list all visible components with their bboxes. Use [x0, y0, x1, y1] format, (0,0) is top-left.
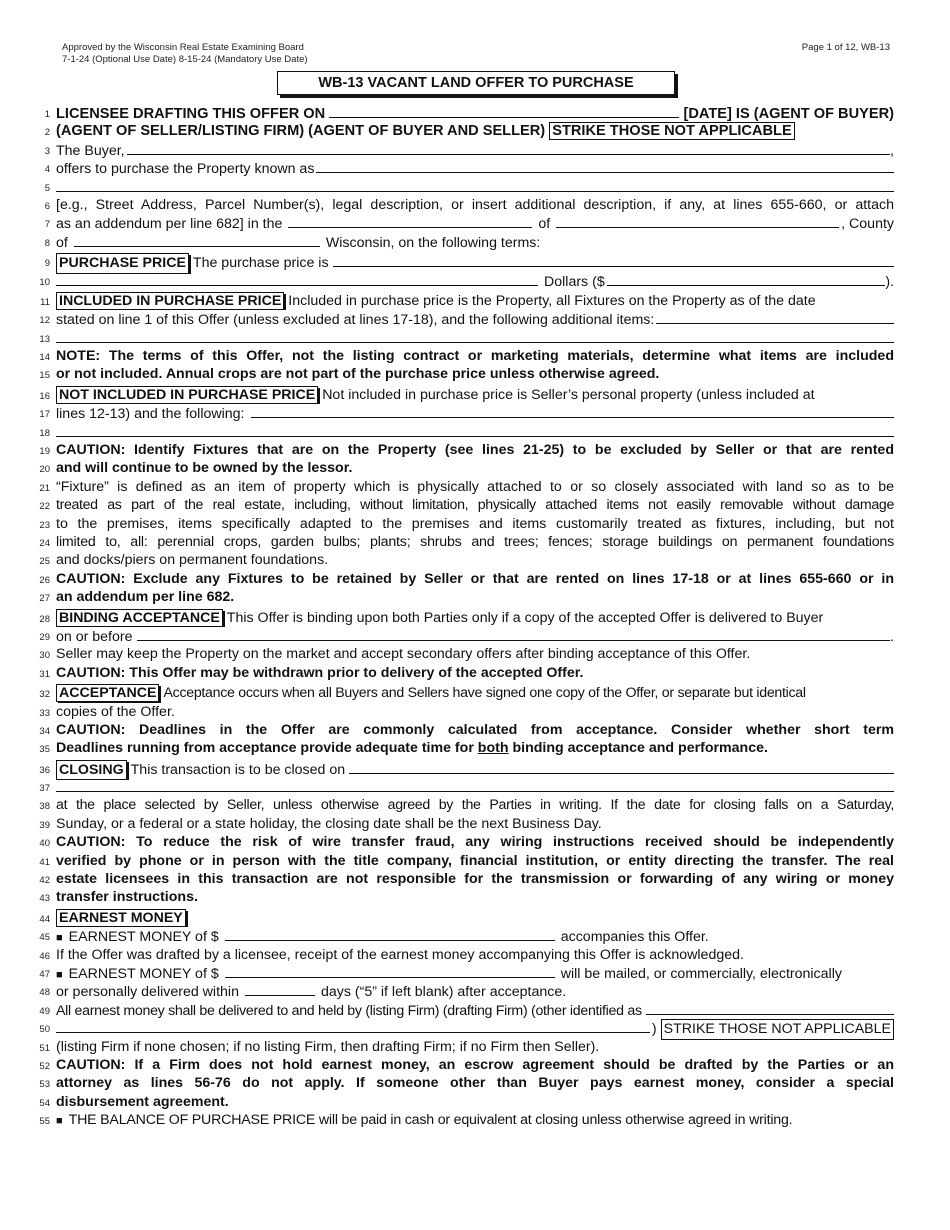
strike-not-applicable-box: STRIKE THOSE NOT APPLICABLE	[549, 122, 794, 140]
form-line-22: 22 treated as part of the real estate, including, without limitation, physically attached items not easily removable without damage	[39, 497, 894, 514]
bullet-icon: ■	[56, 1115, 63, 1128]
form-line-43: 43 transfer instructions.	[39, 889, 198, 906]
form-line-25: 25 and docks/piers on permanent foundations.	[39, 552, 329, 569]
form-line-18: 18	[0, 423, 950, 441]
form-line-38: 38 at the place selected by Seller, unless otherwise agreed by the Parties in writing. If the date for closing falls on a Saturday,	[39, 797, 894, 814]
purchase-price-words-cont-field[interactable]	[56, 272, 538, 286]
form-line-52: 52 CAUTION: If a Firm does not hold earnest money, an escrow agreement should be drafted by the Parties or an	[39, 1056, 894, 1073]
form-line-23: 23 to the premises, items specifically adapted to the premises and items customarily treated as fixtures, including, but not	[39, 515, 894, 532]
form-line-45: 45 ■ EARNEST MONEY of $ accompanies this Offer.	[0, 927, 950, 945]
municipality-name-field[interactable]	[556, 214, 839, 228]
form-line-8: 8 of Wisconsin, on the following terms:	[44, 234, 541, 251]
form-line-33: 33 copies of the Offer.	[39, 703, 175, 720]
form-line-6: 6 [e.g., Street Address, Parcel Number(s), legal description, or insert additional description, if any, at lines 655-660, or attach	[44, 196, 894, 213]
form-line-2: 2 (AGENT OF SELLER/LISTING FIRM) (AGENT OF BUYER AND SELLER) STRIKE THOSE NOT APPLICABLE	[0, 122, 950, 140]
buyer-name-field[interactable]	[127, 141, 890, 155]
form-line-50: 50 ) STRIKE THOSE NOT APPLICABLE	[0, 1019, 950, 1037]
page-number: Page 1 of 12, WB-13	[801, 42, 890, 53]
delivery-days-field[interactable]	[245, 982, 315, 996]
form-line-44: 44 EARNEST MONEY	[0, 909, 950, 927]
form-line-17: 17 lines 12-13) and the following:	[0, 404, 950, 422]
approval-text: Approved by the Wisconsin Real Estate Examining Board	[62, 42, 304, 53]
earnest-money-delivered-field[interactable]	[225, 964, 555, 978]
excluded-items-field[interactable]	[251, 404, 895, 418]
form-line-35: 35 Deadlines running from acceptance provide adequate time for both binding acceptance and performance.	[39, 740, 768, 757]
additional-items-cont-field[interactable]	[56, 329, 894, 343]
bullet-icon: ■	[56, 968, 63, 981]
municipality-field[interactable]	[288, 214, 532, 228]
earnest-money-holder-field[interactable]	[646, 1001, 894, 1015]
form-line-20: 20 and will continue to be owned by the lessor.	[39, 460, 353, 477]
binding-acceptance-deadline-field[interactable]	[137, 627, 891, 641]
purchase-price-words-field[interactable]	[333, 253, 894, 267]
section-acceptance: ACCEPTANCE	[56, 684, 159, 702]
purchase-price-amount-field[interactable]	[607, 272, 886, 286]
earnest-money-holder-cont-field[interactable]	[56, 1019, 650, 1033]
form-line-9: 9 PURCHASE PRICE The purchase price is	[0, 253, 950, 271]
form-line-26: 26 CAUTION: Exclude any Fixtures to be retained by Seller or that are rented on lines 17-18 or at lines 655-660 or in	[39, 570, 894, 587]
strike-not-applicable-box: STRIKE THOSE NOT APPLICABLE	[661, 1019, 894, 1039]
drafting-date-field[interactable]	[329, 104, 679, 118]
form-line-4: 4 offers to purchase the Property known as	[0, 159, 950, 177]
form-line-27: 27 an addendum per line 682.	[39, 589, 235, 606]
excluded-items-cont-field[interactable]	[56, 423, 894, 437]
form-line-1: 1 LICENSEE DRAFTING THIS OFFER ON [DATE] IS (AGENT OF BUYER)	[44, 106, 894, 122]
form-line-48: 48 or personally delivered within days (“5” if left blank) after acceptance.	[39, 984, 567, 1001]
property-description-field[interactable]	[56, 178, 894, 192]
form-line-12: 12 stated on line 1 of this Offer (unless excluded at lines 17-18), and the following additional items:	[0, 310, 950, 328]
form-line-16: 16 NOT INCLUDED IN PURCHASE PRICE Not included in purchase price is Seller’s personal property (unless included at	[39, 386, 815, 403]
form-line-10: 10 Dollars ($ ).	[39, 273, 894, 290]
section-not-included: NOT INCLUDED IN PURCHASE PRICE	[56, 386, 318, 404]
form-line-30: 30 Seller may keep the Property on the market and accept secondary offers after binding acceptance of this Offer.	[39, 646, 751, 663]
form-line-14: 14 NOTE: The terms of this Offer, not the listing contract or marketing materials, determine what items are included	[39, 348, 894, 365]
form-line-28: 28 BINDING ACCEPTANCE This Offer is binding upon both Parties only if a copy of the accepted Offer is delivered to Buyer	[39, 609, 824, 626]
use-dates: 7-1-24 (Optional Use Date) 8-15-24 (Mandatory Use Date)	[62, 54, 308, 65]
form-line-7: 7 as an addendum per line 682] in the of , County	[44, 216, 894, 233]
form-line-47: 47 ■ EARNEST MONEY of $ will be mailed, or commercially, electronically	[0, 964, 950, 982]
form-line-53: 53 attorney as lines 56-76 do not apply. If someone other than Buyer pays earnest money, consider a special	[39, 1075, 894, 1092]
earnest-money-accompanies-field[interactable]	[225, 927, 555, 941]
form-line-55: 55 ■ THE BALANCE OF PURCHASE PRICE will be paid in cash or equivalent at closing unless otherwise agreed in writing.	[39, 1112, 793, 1129]
form-line-39: 39 Sunday, or a federal or a state holiday, the closing date shall be the next Business Day.	[39, 815, 602, 832]
section-binding-acceptance: BINDING ACCEPTANCE	[56, 609, 223, 627]
form-line-37: 37	[0, 778, 950, 796]
approval-header	[62, 42, 308, 66]
form-line-15: 15 or not included. Annual crops are not part of the purchase price unless otherwise agreed.	[39, 366, 660, 383]
form-line-3: 3 The Buyer, ,	[44, 142, 894, 159]
bullet-icon: ■	[56, 932, 63, 945]
form-line-34: 34 CAUTION: Deadlines in the Offer are commonly calculated from acceptance. Consider whether short term	[39, 721, 894, 738]
form-line-32: 32 ACCEPTANCE Acceptance occurs when all Buyers and Sellers have signed one copy of the Offer, or separate but identical	[39, 685, 806, 702]
form-line-11: 11 INCLUDED IN PURCHASE PRICE Included in purchase price is the Property, all Fixtures on the Property as of the date	[40, 292, 816, 309]
form-line-42: 42 estate licensees in this transaction are not responsible for the transmission or forwarding of any wiring or money	[39, 871, 894, 888]
section-included-in-price: INCLUDED IN PURCHASE PRICE	[56, 292, 284, 310]
form-line-31: 31 CAUTION: This Offer may be withdrawn prior to delivery of the accepted Offer.	[39, 664, 584, 681]
form-line-46: 46 If the Offer was drafted by a licensee, receipt of the earnest money accompanying this Offer is acknowledged.	[39, 946, 744, 963]
form-line-5: 5	[0, 178, 950, 196]
form-line-36: 36 CLOSING This transaction is to be closed on	[0, 760, 950, 778]
form-line-51: 51 (listing Firm if none chosen; if no listing Firm, then drafting Firm; if no Firm then Seller).	[39, 1038, 600, 1055]
closing-date-field[interactable]	[349, 760, 894, 774]
form-line-21: 21 “Fixture” is defined as an item of property which is physically attached to or so closely associated with land so as to be	[39, 478, 894, 495]
closing-date-cont-field[interactable]	[56, 778, 894, 792]
form-line-29: 29 on or before .	[39, 628, 894, 645]
form-line-40: 40 CAUTION: To reduce the risk of wire transfer fraud, any wiring instructions received should be independently	[39, 834, 894, 851]
form-line-13: 13	[0, 329, 950, 347]
form-title: WB-13 VACANT LAND OFFER TO PURCHASE	[277, 71, 675, 95]
form-line-19: 19 CAUTION: Identify Fixtures that are on the Property (see lines 21-25) to be excluded by Seller or that are rented	[39, 442, 894, 459]
property-known-as-field[interactable]	[316, 159, 894, 173]
form-line-49: 49 All earnest money shall be delivered to and held by (listing Firm) (drafting Firm) (other identified as	[0, 1001, 950, 1019]
section-earnest-money: EARNEST MONEY	[56, 909, 186, 927]
form-line-54: 54 disbursement agreement.	[39, 1093, 229, 1110]
section-purchase-price: PURCHASE PRICE	[56, 253, 189, 273]
form-line-41: 41 verified by phone or in person with the title company, financial institution, or entity directing the transfer. The real	[39, 852, 894, 869]
county-field[interactable]	[74, 233, 320, 247]
section-closing: CLOSING	[56, 760, 127, 780]
additional-items-field[interactable]	[656, 310, 894, 324]
form-line-24: 24 limited to, all: perennial crops, garden bulbs; plants; shrubs and trees; fences; storage buildings on permanent foundations	[39, 533, 894, 550]
form-body	[0, 104, 950, 1129]
